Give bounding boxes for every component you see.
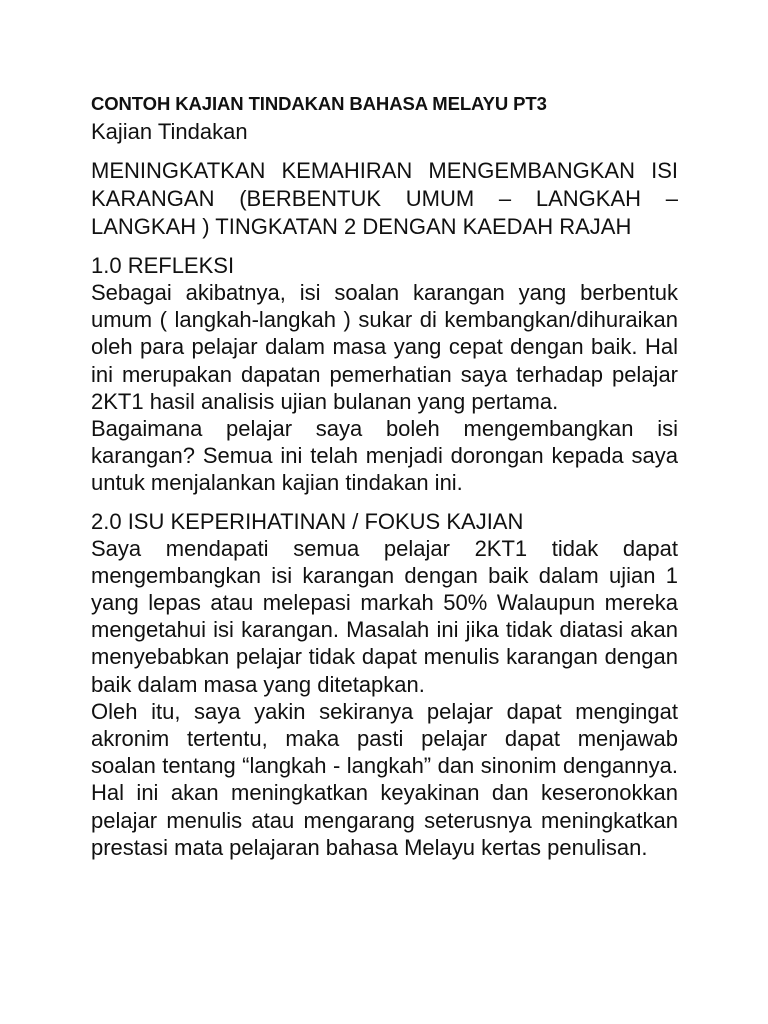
document-subtitle: Kajian Tindakan	[91, 119, 248, 144]
research-title: MENINGKATKAN KEMAHIRAN MENGEMBANGKAN ISI KARANGAN (BERBENTUK UMUM – LANGKAH – LANGKAH ) TINGKATAN 2 DENGAN KAEDAH RAJAH	[91, 158, 678, 239]
paragraph-refleksi-1: Sebagai akibatnya, isi soalan karangan yang berbentuk umum ( langkah-langkah ) sukar di kembangkan/dihuraikan oleh para pelajar dalam masa yang cepat dengan baik. Hal ini merupakan dapatan pemerhatian saya terhadap pelajar 2KT1 hasil analisis ujian bulanan yang pertama.	[91, 280, 678, 414]
document-title: CONTOH KAJIAN TINDAKAN BAHASA MELAYU PT3	[91, 93, 547, 114]
paragraph-refleksi-2: Bagaimana pelajar saya boleh mengembangkan isi karangan? Semua ini telah menjadi dorongan kepada saya untuk menjalankan kajian tindakan ini.	[91, 416, 678, 496]
paragraph-isu-2: Oleh itu, saya yakin sekiranya pelajar dapat mengingat akronim tertentu, maka pasti pelajar dapat menjawab soalan tentang “langkah - langkah” dan sinonim dengannya. Hal ini akan meningkatkan keyakinan dan keseronokkan pelajar menulis atau mengarang seterusnya meningkatkan prestasi mata pelajaran bahasa Melayu kertas penulisan.	[91, 698, 678, 860]
paragraph-isu-1: Saya mendapati semua pelajar 2KT1 tidak dapat mengembangkan isi karangan dengan baik dalam ujian 1 yang lepas atau melepasi markah 50% Walaupun mereka mengetahui isi karangan. Masalah ini jika tidak diatasi akan menyebabkan pelajar tidak dapat menulis karangan dengan baik dalam masa yang ditetapkan.	[91, 535, 678, 697]
section-heading-isu-keperihatinan: 2.0 ISU KEPERIHATINAN / FOKUS KAJIAN	[91, 508, 524, 534]
document-page	[91, 92, 678, 861]
section-heading-refleksi: 1.0 REFLEKSI	[91, 253, 235, 278]
